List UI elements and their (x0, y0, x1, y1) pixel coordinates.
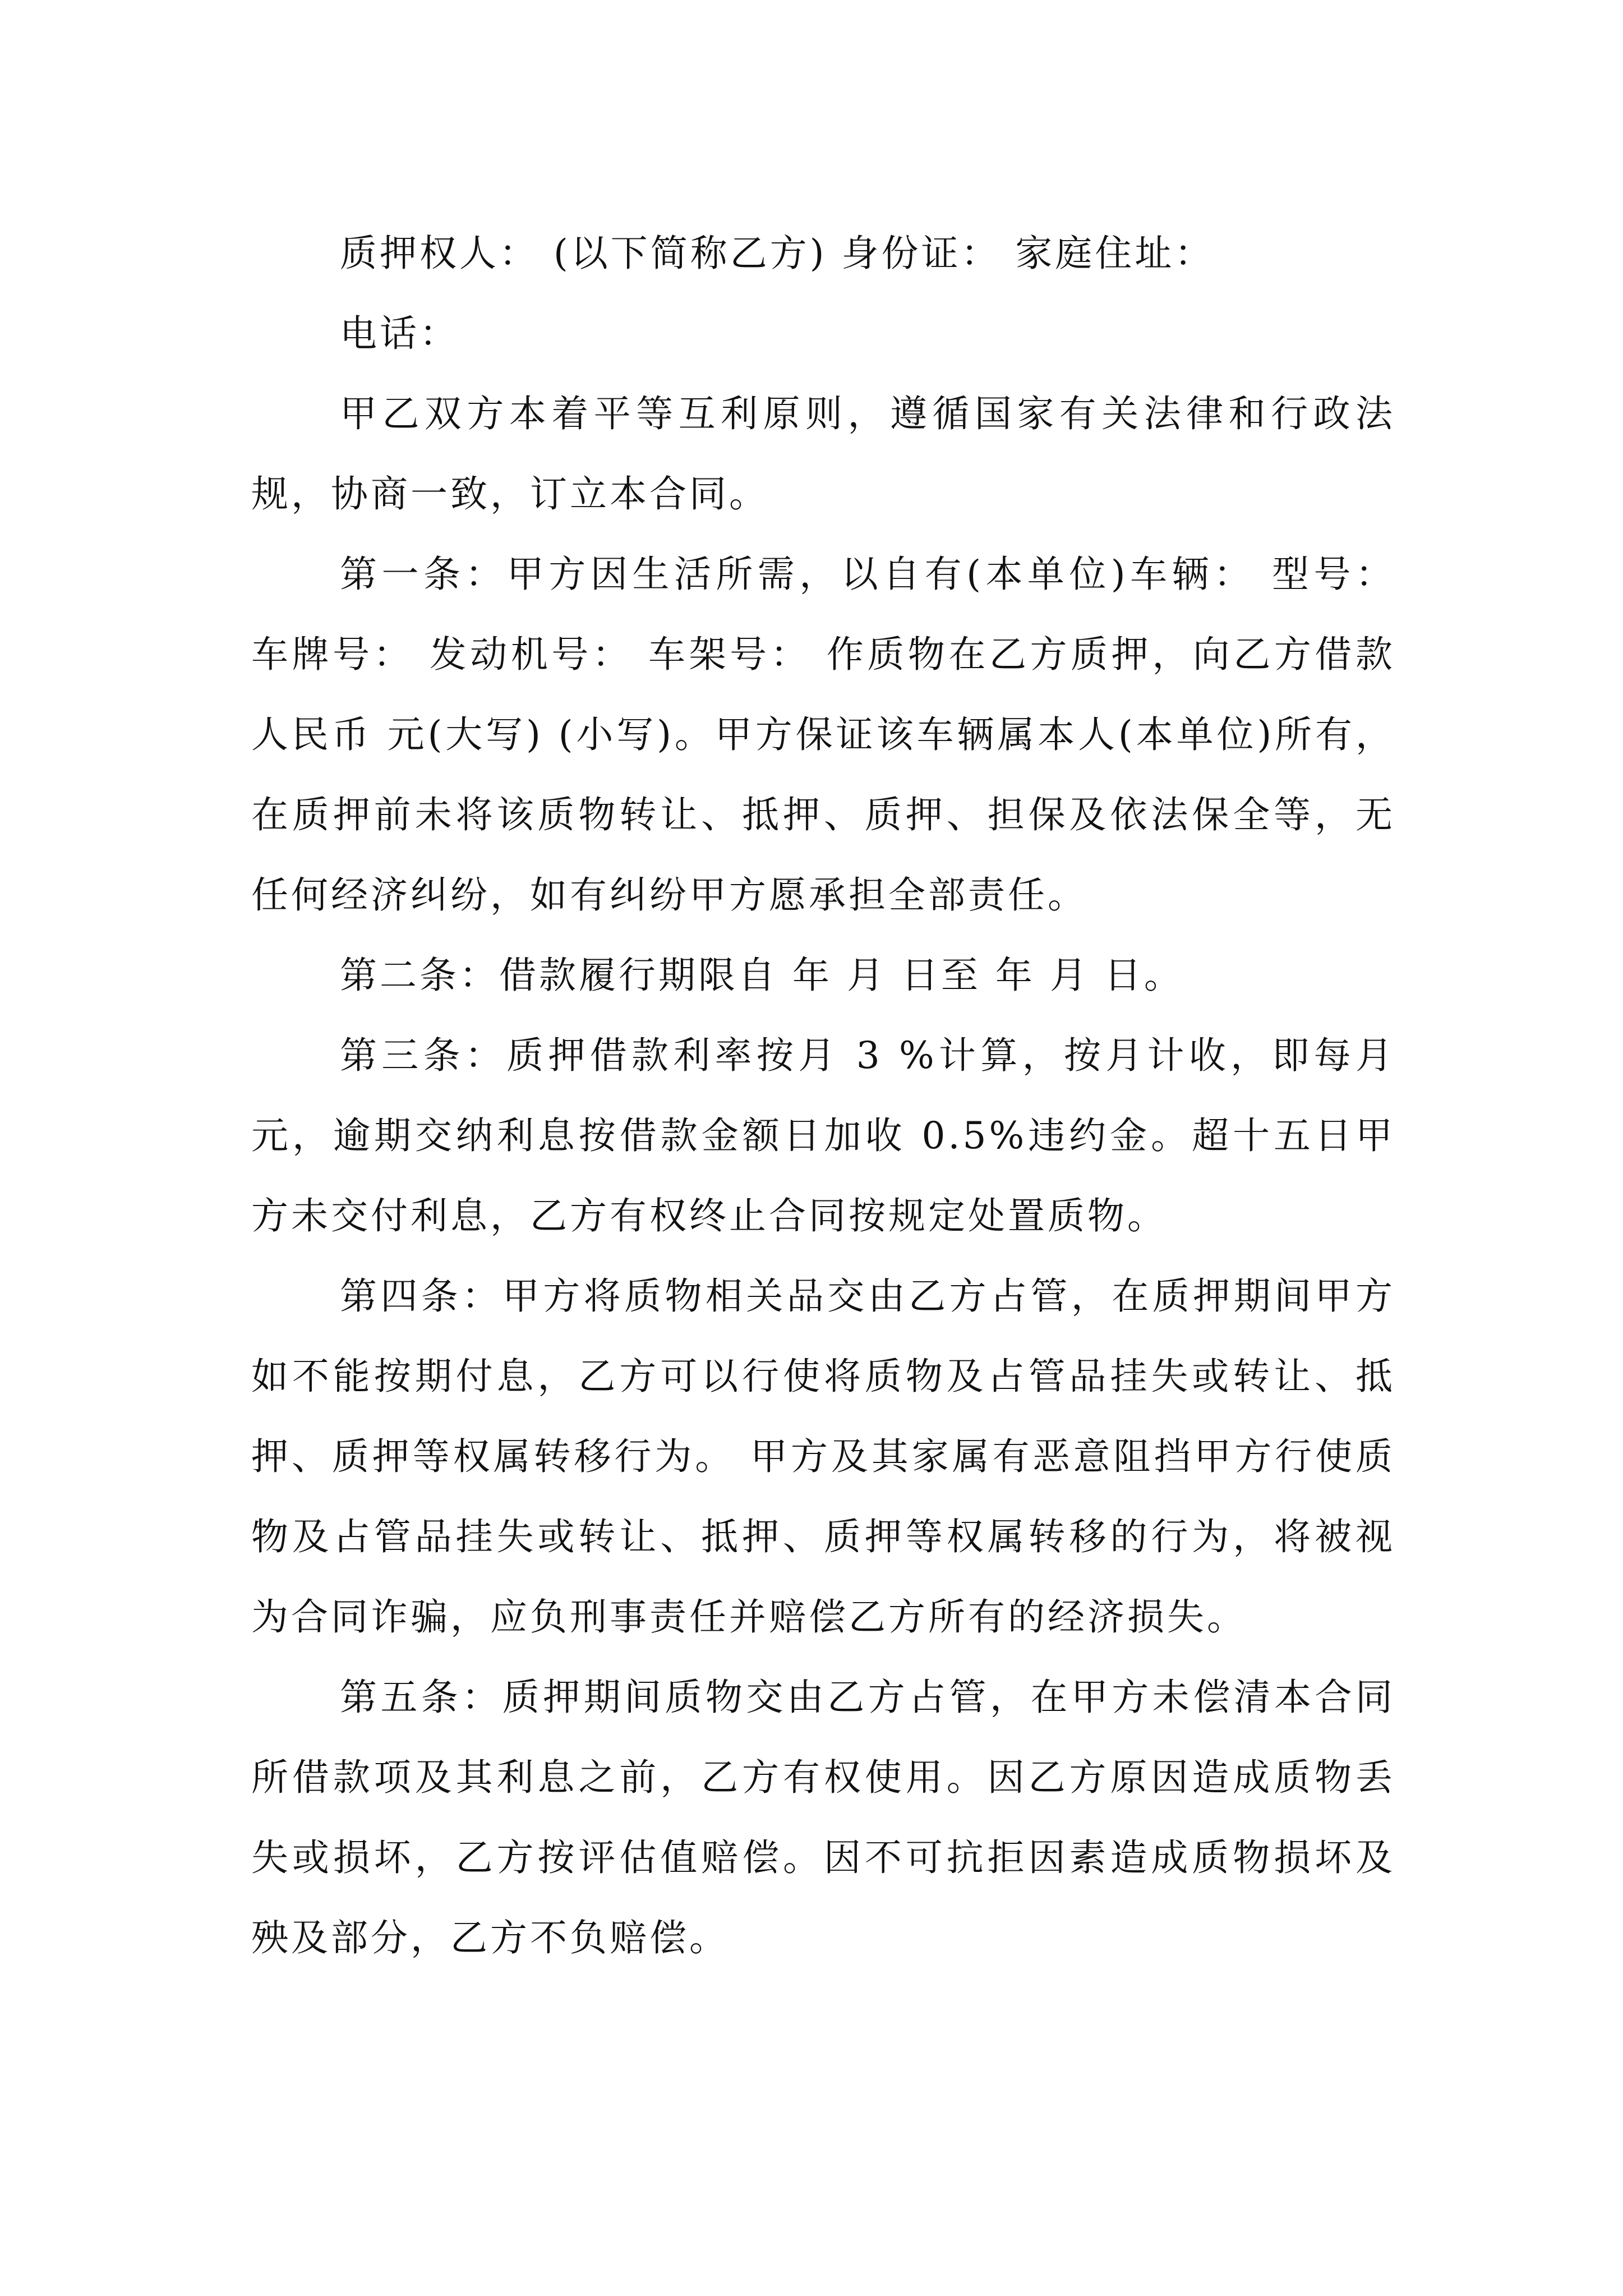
paragraph-article-5: 第五条：质押期间质物交由乙方占管，在甲方未偿清本合同所借款项及其利息之前，乙方有权使用。因乙方原因造成质物丢失或损坏，乙方按评估值赔偿。因不可抗拒因素造成质物损坏及殃及部分，乙方不负赔偿。 (251, 1676, 1395, 1959)
paragraph-phone: 电话： (340, 312, 459, 355)
paragraph-article-2: 第二条：借款履行期限自 年 月 日至 年 月 日。 (340, 954, 1184, 997)
paragraph-preamble: 甲乙双方本着平等互利原则，遵循国家有关法律和行政法规，协商一致，订立本合同。 (251, 392, 1395, 516)
paragraph-article-3: 第三条：质押借款利率按月 3 %计算，按月计收，即每月 元，逾期交纳利息按借款金额日加收 0.5%违约金。超十五日甲方未交付利息，乙方有权终止合同按规定处置质物。 (251, 1034, 1395, 1237)
document-page (251, 213, 1395, 1978)
paragraph-article-1: 第一条：甲方因生活所需，以自有(本单位)车辆： 型号： 车牌号： 发动机号： 车架号： 作质物在乙方质押，向乙方借款人民币 元(大写) (小写)。甲方保证该车辆属本人(本单位)所有，在质押前未将该质物转让、抵押、质押、担保及依法保全等，无任何经济纠纷，如有纠纷甲方愿承担全部责任。 (251, 553, 1395, 917)
paragraph-pledgee: 质押权人： (以下简称乙方) 身份证： 家庭住址： (340, 232, 1215, 275)
paragraph-article-4: 第四条：甲方将质物相关品交由乙方占管，在质押期间甲方如不能按期付息，乙方可以行使将质物及占管品挂失或转让、抵押、质押等权属转移行为。 甲方及其家属有恶意阻挡甲方行使质物及占管品挂失或转让、抵押、质押等权属转移的行为，将被视为合同诈骗，应负刑事责任并赔偿乙方所有的经济损失。 (251, 1274, 1395, 1639)
